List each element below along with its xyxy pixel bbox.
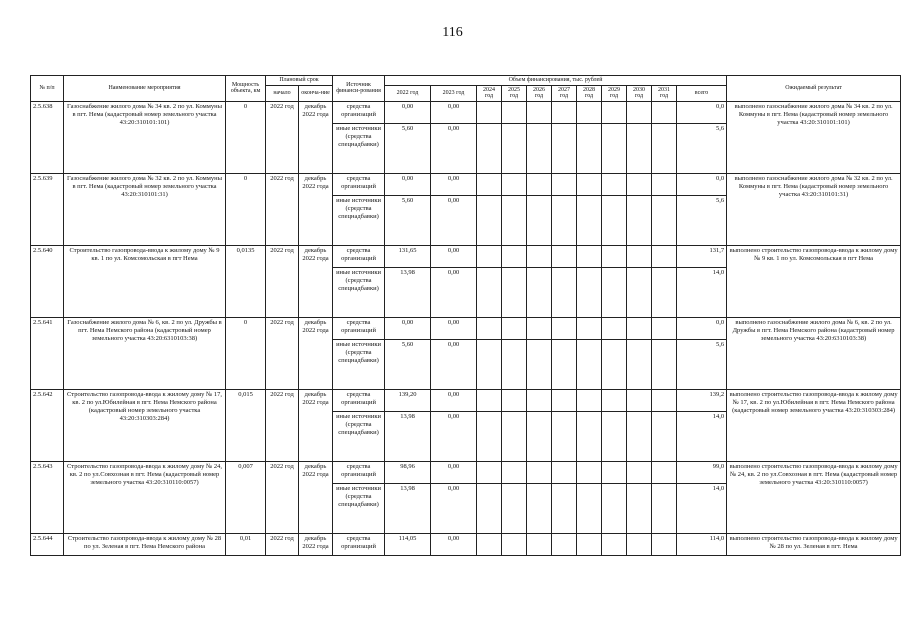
end-term: декабрь 2022 года: [299, 317, 333, 389]
amount-empty: [577, 245, 602, 267]
start-term: 2022 год: [266, 389, 299, 461]
funding-source: средства организаций: [333, 317, 385, 339]
row-number: 2.5.638: [31, 101, 64, 173]
expected-result: выполнено строительство газопровода-ввода к жилому дому № 28 по ул. Зеленая в пгт. Нема: [727, 533, 901, 555]
amount-empty: [652, 533, 677, 555]
amount-total: 0,0: [677, 101, 727, 123]
funding-source: иные источники (средства спецнадбавки): [333, 339, 385, 389]
amount-empty: [652, 267, 677, 317]
amount-2022: 5,60: [385, 339, 431, 389]
amount-total: 5,6: [677, 339, 727, 389]
capacity: 0: [226, 101, 266, 173]
amount-total: 139,2: [677, 389, 727, 411]
amount-empty: [602, 101, 627, 123]
header-year: 2027 год: [552, 85, 577, 101]
amount-empty: [552, 245, 577, 267]
amount-empty: [502, 101, 527, 123]
amount-empty: [477, 389, 502, 411]
amount-empty: [652, 195, 677, 245]
amount-empty: [527, 339, 552, 389]
capacity: 0,007: [226, 461, 266, 533]
row-number: 2.5.641: [31, 317, 64, 389]
amount-empty: [652, 389, 677, 411]
amount-empty: [577, 267, 602, 317]
table-row: [31, 533, 901, 555]
header-year: 2031 год: [652, 85, 677, 101]
header-year: 2030 год: [627, 85, 652, 101]
capacity: 0: [226, 317, 266, 389]
amount-empty: [502, 339, 527, 389]
amount-empty: [627, 317, 652, 339]
expected-result: выполнено газоснабжение жилого дома № 6, кв. 2 по ул. Дружбы в пгт. Нема Немского района (кадастровый номер земельного участка 43:20:6310103:38): [727, 317, 901, 389]
funding-source: иные источники (средства спецнадбавки): [333, 123, 385, 173]
header-year: 2029 год: [602, 85, 627, 101]
amount-empty: [577, 317, 602, 339]
measure-name: Газоснабжение жилого дома № 6, кв. 2 по ул. Дружбы в пгт. Нема Немского района (кадастровый номер земельного участка 43:20:6310103:38): [64, 317, 226, 389]
header-year: 2025 год: [502, 85, 527, 101]
end-term: декабрь 2022 года: [299, 101, 333, 173]
amount-2023: 0,00: [431, 483, 477, 533]
end-term: декабрь 2022 года: [299, 173, 333, 245]
amount-empty: [602, 267, 627, 317]
funding-source: средства организаций: [333, 101, 385, 123]
capacity: 0,0135: [226, 245, 266, 317]
table-row: [31, 101, 901, 123]
row-number: 2.5.642: [31, 389, 64, 461]
amount-empty: [477, 533, 502, 555]
header-year: 2028 год: [577, 85, 602, 101]
amount-empty: [527, 267, 552, 317]
funding-source: иные источники (средства спецнадбавки): [333, 483, 385, 533]
amount-empty: [527, 195, 552, 245]
amount-empty: [527, 317, 552, 339]
table-body: [31, 101, 901, 555]
amount-empty: [552, 483, 577, 533]
amount-empty: [502, 123, 527, 173]
header-expected-result: Ожидаемый результат: [727, 76, 901, 102]
amount-empty: [527, 101, 552, 123]
amount-empty: [527, 245, 552, 267]
amount-empty: [477, 245, 502, 267]
header-capacity: Мощность объекта, км: [226, 76, 266, 102]
amount-empty: [552, 533, 577, 555]
row-number: 2.5.644: [31, 533, 64, 555]
amount-2022: 0,00: [385, 317, 431, 339]
amount-empty: [627, 101, 652, 123]
amount-empty: [552, 101, 577, 123]
amount-2022: 0,00: [385, 173, 431, 195]
amount-total: 0,0: [677, 317, 727, 339]
funding-source: средства организаций: [333, 173, 385, 195]
amount-empty: [477, 173, 502, 195]
table-row: [31, 245, 901, 267]
amount-total: 99,0: [677, 461, 727, 483]
amount-empty: [627, 245, 652, 267]
amount-empty: [652, 317, 677, 339]
amount-empty: [477, 411, 502, 461]
amount-empty: [527, 483, 552, 533]
amount-2022: 5,60: [385, 123, 431, 173]
amount-empty: [577, 483, 602, 533]
amount-empty: [627, 339, 652, 389]
funding-source: средства организаций: [333, 533, 385, 555]
header-num: № п/п: [31, 76, 64, 102]
amount-empty: [577, 339, 602, 389]
amount-empty: [602, 173, 627, 195]
amount-total: 14,0: [677, 411, 727, 461]
amount-2022: 139,20: [385, 389, 431, 411]
measure-name: Строительство газопровода-ввода к жилому дому № 24, кв. 2 по ул.Совхозная в пгт. Нема (кадастровый номер земельного участка 43:20:310110:0057): [64, 461, 226, 533]
amount-2022: 131,65: [385, 245, 431, 267]
start-term: 2022 год: [266, 461, 299, 533]
capacity: 0,015: [226, 389, 266, 461]
expected-result: выполнено газоснабжение жилого дома № 34 кв. 2 по ул. Коммуны в пгт. Нема (кадастровый номер земельного участка 43:20:310101:101): [727, 101, 901, 173]
amount-empty: [477, 461, 502, 483]
measure-name: Газоснабжение жилого дома № 34 кв. 2 по ул. Коммуны в пгт. Нема (кадастровый номер земельного участка 43:20:310101:101): [64, 101, 226, 173]
amount-empty: [577, 461, 602, 483]
header-planned-term: Плановый срок: [266, 76, 333, 86]
amount-total: 14,0: [677, 483, 727, 533]
funding-source: средства организаций: [333, 461, 385, 483]
amount-empty: [602, 317, 627, 339]
amount-2022: 98,96: [385, 461, 431, 483]
amount-2022: 5,60: [385, 195, 431, 245]
end-term: декабрь 2022 года: [299, 533, 333, 555]
amount-empty: [527, 123, 552, 173]
amount-empty: [577, 173, 602, 195]
amount-empty: [502, 411, 527, 461]
amount-2022: 13,98: [385, 483, 431, 533]
amount-empty: [477, 123, 502, 173]
amount-empty: [602, 195, 627, 245]
expected-result: выполнено газоснабжение жилого дома № 32 кв. 2 по ул. Коммуны в пгт. Нема (кадастровый номер земельного участка 43:20:310101:31): [727, 173, 901, 245]
amount-empty: [627, 123, 652, 173]
funding-source: средства организаций: [333, 245, 385, 267]
header-start: начало: [266, 85, 299, 101]
amount-2023: 0,00: [431, 533, 477, 555]
amount-2022: 13,98: [385, 411, 431, 461]
amount-empty: [652, 339, 677, 389]
header-funding-volume: Объем финансирования, тыс. рублей: [385, 76, 727, 86]
amount-empty: [502, 267, 527, 317]
amount-empty: [652, 483, 677, 533]
page-number: 116: [442, 25, 463, 40]
table-row: [31, 173, 901, 195]
amount-total: 0,0: [677, 173, 727, 195]
header-end: оконча-ние: [299, 85, 333, 101]
header-year: 2024 год: [477, 85, 502, 101]
funding-source: средства организаций: [333, 389, 385, 411]
end-term: декабрь 2022 года: [299, 461, 333, 533]
amount-empty: [527, 173, 552, 195]
amount-empty: [602, 483, 627, 533]
amount-2022: 114,05: [385, 533, 431, 555]
amount-2023: 0,00: [431, 389, 477, 411]
amount-empty: [552, 411, 577, 461]
amount-empty: [627, 411, 652, 461]
amount-empty: [552, 317, 577, 339]
row-number: 2.5.640: [31, 245, 64, 317]
amount-empty: [477, 317, 502, 339]
amount-2023: 0,00: [431, 461, 477, 483]
amount-empty: [552, 123, 577, 173]
start-term: 2022 год: [266, 173, 299, 245]
end-term: декабрь 2022 года: [299, 389, 333, 461]
amount-empty: [602, 533, 627, 555]
amount-empty: [652, 461, 677, 483]
table-row: [31, 461, 901, 483]
funding-table: [30, 75, 901, 556]
amount-2023: 0,00: [431, 411, 477, 461]
amount-empty: [502, 245, 527, 267]
measure-name: Строительство газопровода-ввода к жилому дому № 9 кв. 1 по ул. Комсомольская в пгт Нема: [64, 245, 226, 317]
start-term: 2022 год: [266, 245, 299, 317]
amount-empty: [652, 245, 677, 267]
amount-empty: [627, 389, 652, 411]
amount-empty: [502, 533, 527, 555]
amount-empty: [477, 267, 502, 317]
amount-empty: [502, 461, 527, 483]
amount-empty: [577, 411, 602, 461]
amount-empty: [552, 339, 577, 389]
amount-empty: [577, 101, 602, 123]
amount-2023: 0,00: [431, 317, 477, 339]
amount-empty: [652, 123, 677, 173]
amount-empty: [502, 317, 527, 339]
amount-empty: [652, 101, 677, 123]
amount-empty: [477, 101, 502, 123]
amount-empty: [577, 533, 602, 555]
amount-empty: [502, 483, 527, 533]
measure-name: Строительство газопровода-ввода к жилому дому № 28 по ул. Зеленая в пгт. Нема Немского района: [64, 533, 226, 555]
amount-2023: 0,00: [431, 245, 477, 267]
amount-2023: 0,00: [431, 195, 477, 245]
header-total: всего: [677, 85, 727, 101]
amount-2023: 0,00: [431, 339, 477, 389]
header-year: 2023 год: [431, 85, 477, 101]
amount-empty: [577, 389, 602, 411]
amount-empty: [652, 411, 677, 461]
amount-empty: [527, 389, 552, 411]
amount-empty: [477, 483, 502, 533]
funding-source: иные источники (средства спецнадбавки): [333, 267, 385, 317]
amount-total: 5,6: [677, 195, 727, 245]
amount-empty: [602, 245, 627, 267]
amount-empty: [552, 461, 577, 483]
amount-empty: [477, 339, 502, 389]
header-name: Наименование мероприятия: [64, 76, 226, 102]
header-source: Источник финанси-рования: [333, 76, 385, 102]
amount-empty: [627, 483, 652, 533]
amount-empty: [602, 123, 627, 173]
start-term: 2022 год: [266, 533, 299, 555]
start-term: 2022 год: [266, 317, 299, 389]
amount-2023: 0,00: [431, 267, 477, 317]
amount-2023: 0,00: [431, 123, 477, 173]
amount-total: 114,0: [677, 533, 727, 555]
amount-2022: 0,00: [385, 101, 431, 123]
expected-result: выполнено строительство газопровода-ввода к жилому дому № 24, кв. 2 по ул.Совхозная в пгт. Нема (кадастровый номер земельного участка 43:20:310110:0057): [727, 461, 901, 533]
amount-empty: [527, 411, 552, 461]
row-number: 2.5.639: [31, 173, 64, 245]
amount-2023: 0,00: [431, 101, 477, 123]
amount-empty: [502, 389, 527, 411]
amount-total: 5,6: [677, 123, 727, 173]
funding-source: иные источники (средства спецнадбавки): [333, 411, 385, 461]
amount-empty: [552, 173, 577, 195]
amount-empty: [627, 267, 652, 317]
measure-name: Газоснабжение жилого дома № 32 кв. 2 по ул. Коммуны в пгт. Нема (кадастровый номер земельного участка 43:20:310101:31): [64, 173, 226, 245]
table-row: [31, 389, 901, 411]
measure-name: Строительство газопровода-ввода к жилому дому № 17, кв. 2 по ул.Юбилейная в пгт. Нема Немского района (кадастровый номер земельного участка 43:20:310303:284): [64, 389, 226, 461]
amount-empty: [627, 461, 652, 483]
end-term: декабрь 2022 года: [299, 245, 333, 317]
amount-empty: [527, 533, 552, 555]
amount-empty: [577, 123, 602, 173]
amount-empty: [602, 461, 627, 483]
amount-empty: [602, 389, 627, 411]
amount-empty: [502, 195, 527, 245]
amount-empty: [627, 173, 652, 195]
table-header: [31, 76, 901, 102]
amount-empty: [477, 195, 502, 245]
amount-empty: [627, 533, 652, 555]
row-number: 2.5.643: [31, 461, 64, 533]
header-year: 2026 год: [527, 85, 552, 101]
amount-empty: [652, 173, 677, 195]
funding-source: иные источники (средства спецнадбавки): [333, 195, 385, 245]
amount-empty: [627, 195, 652, 245]
amount-empty: [552, 195, 577, 245]
expected-result: выполнено строительство газопровода-ввода к жилому дому № 9 кв. 1 по ул. Комсомольская в пгт Нема: [727, 245, 901, 317]
amount-empty: [527, 461, 552, 483]
amount-total: 14,0: [677, 267, 727, 317]
amount-empty: [552, 267, 577, 317]
amount-empty: [552, 389, 577, 411]
header-year: 2022 год: [385, 85, 431, 101]
amount-total: 131,7: [677, 245, 727, 267]
amount-empty: [577, 195, 602, 245]
amount-empty: [602, 411, 627, 461]
expected-result: выполнено строительство газопровода-ввода к жилому дому № 17, кв. 2 по ул.Юбилейная в пгт. Нема Немского района (кадастровый номер земельного участка 43:20:310303:284): [727, 389, 901, 461]
capacity: 0: [226, 173, 266, 245]
amount-2022: 13,98: [385, 267, 431, 317]
amount-empty: [602, 339, 627, 389]
capacity: 0,01: [226, 533, 266, 555]
amount-2023: 0,00: [431, 173, 477, 195]
table-row: [31, 317, 901, 339]
start-term: 2022 год: [266, 101, 299, 173]
amount-empty: [502, 173, 527, 195]
